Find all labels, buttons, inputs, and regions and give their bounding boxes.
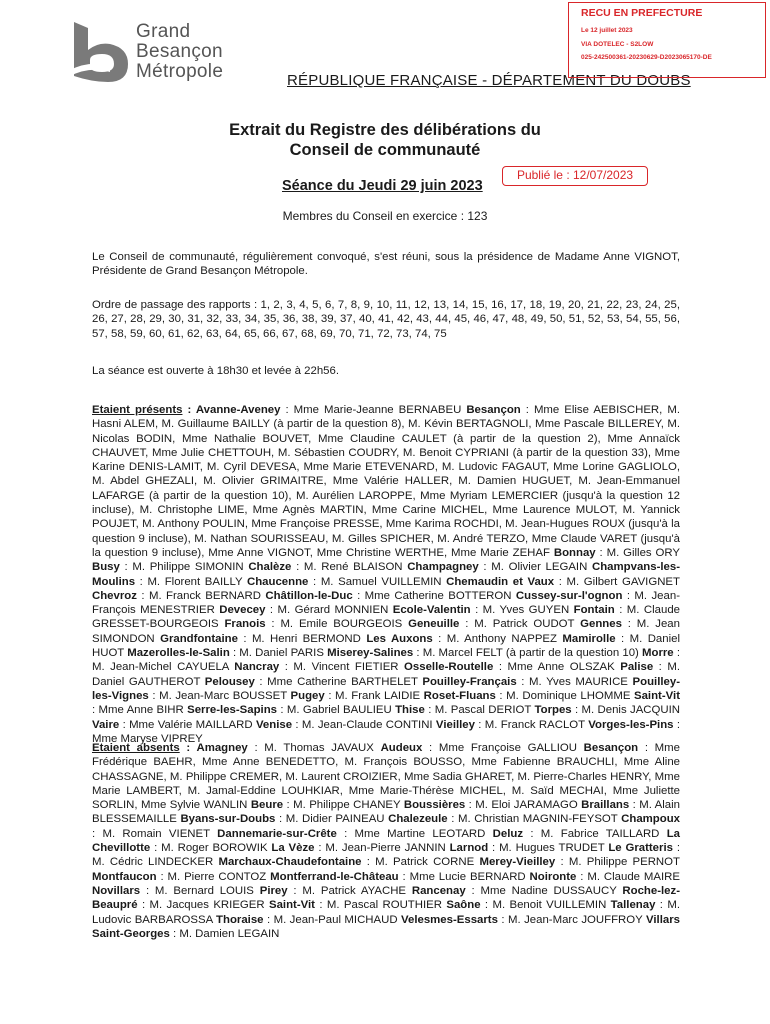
grand-besancon-logo-icon [70, 20, 130, 84]
member-names: : M. Jean SIMONDON [92, 618, 680, 645]
commune-name: Audeux [380, 742, 423, 754]
member-names: : M. Philippe CHANEY [283, 799, 404, 812]
commune-name: Champagney [407, 561, 479, 574]
commune-name: Ecole-Valentin [392, 604, 471, 617]
commune-name: Deluz [492, 827, 524, 840]
member-names: : M. Pascal ROUTHIER [314, 899, 447, 912]
member-names: : M. Roger BOROWIK [150, 842, 272, 855]
member-names: : M. Philippe PERNOT [555, 856, 680, 869]
commune-name: Torpes [534, 704, 572, 717]
member-names: : M. Henri BERMOND [237, 632, 367, 645]
member-names: : Mme Valérie MAILLARD [119, 718, 256, 731]
commune-name: Champvans-les-Moulins [92, 561, 680, 588]
commune-name: Les Auxons [366, 632, 433, 645]
member-names: : M. Gilles ORY [595, 546, 680, 559]
commune-name: Beure [250, 799, 284, 812]
member-names: : M. Alain BLESSEMAILLE [92, 799, 681, 826]
commune-name: Saône [446, 899, 481, 912]
member-names: : Mme Elise AEBISCHER, M. Hasni ALEM, M. Guillaume BAILLY (à partir de la question 8), M. Kévin BERTAGNOLI, Mme Pascale BILLEREY, M. Nicolas BODIN, Mme Nathalie BOUVET, Mme Claudine CAULET (à partir de la question 2), Mme Annaïck CHAUVET, Mme Julie CHETTOUH, M. Sébastien COUDRY, M. Benoit CYPRIANI (à partir de la question 33), Mme Karine DENIS-LAMIT, M. Cyril DEVESA, Mme Marie ETEVENARD, M. Ludovic FAGAUT, Mme Lorine GAGLIOLO, M. Abdel GHEZALI, M. Olivier GRIMAITRE, Mme Valérie HALLER, M. Damien HUGUET, M. Jean-Emmanuel LAFARGE (à partir de la question 10), M. Aurélien LAROPPE, Mme Myriam LEMERCIER (jusqu'à la question 12 incluse), M. Christophe LIME, Mme Agnès MARTIN, Mme Carine MICHEL, Mme Laurence MULOT, M. Yannick POUJET, M. Anthony POULIN, Mme Françoise PRESSE, Mme Karima ROCHDI, M. Jean-Hugues ROUX (jusqu'à la question 9 incluse), M. Nathan SOURISSEAU, M. Gilles SPICHER, M. André TERZO, Mme Claude VARET (jusqu'à la question 9 incluse), Mme Anne VIGNOT, Mme Christine WERTHE, Mme Marie ZEHAF [92, 404, 680, 559]
commune-name: Franois [224, 618, 266, 631]
member-names: : M. Jean-Marc JOUFFROY [497, 913, 646, 926]
commune-name: Vaire [92, 718, 120, 731]
commune-name: Chalèze [248, 561, 292, 574]
commune-name: Le Gratteris [608, 842, 673, 855]
commune-name: Pugey [290, 689, 325, 702]
member-names: : M. Patrick AYACHE [287, 884, 412, 897]
member-names: : M. Gabriel BAULIEU [277, 704, 396, 717]
absents-paragraph: Etaient absents : Amagney : M. Thomas JAVAUX Audeux : Mme Françoise GALLIOU Besançon : Mme Frédérique BAEHR, Mme Anne BENEDETTO, M. François BOUSSO, Mme Fabienne BRAUCHLI, Mme Aline CHASSAGNE, M. Philippe CREMER, M. Laurent CROIZIER, Mme Sadia GHARET, M. Pierre-Charles HENRY, Mme Marie LAMBERT, M. Jamal-Eddine LOUHKIAR, Mme Marie-Thérèse MICHEL, M. Saïd MECHAI, Mme Juliette SORLIN, Mme Sylvie WANLIN Beure : M. Philippe CHANEY Boussières : M. Eloi JARAMAGO Braillans : M. Alain BLESSEMAILLE Byans-sur-Doubs : M. Didier PAINEAU Chalezeule : M. Christian MAGNIN-FEYSOT Champoux : M. Romain VIENET Dannemarie-sur-Crête : Mme Martine LEOTARD Deluz : M. Fabrice TAILLARD La Chevillotte : M. Roger BOROWIK La Vèze : M. Jean-Pierre JANNIN Larnod : M. Hugues TRUDET Le Gratteris : M. Cédric LINDECKER Marchaux-Chaudefontaine : M. Patrick CORNE Merey-Vieilley : M. Philippe PERNOT Montfaucon : M. Pierre CONTOZ Montferrand-le-Château : Mme Lucie BERNARD Noironte : M. Claude MAIRE Novillars : M. Bernard LOUIS Pirey : M. Patrick AYACHE Rancenay : Mme Nadine DUSSAUCY Roche-lez-Beaupré : M. Jacques KRIEGER Saint-Vit : M. Pascal ROUTHIER Saône : M. Benoit VUILLEMIN Tallenay : M. Ludovic BARBAROSSA Thoraise : M. Jean-Paul MICHAUD Velesmes-Essarts : M. Jean-Marc JOUFFROY Villars Saint-Georges : M. Damien LEGAIN [92, 742, 681, 940]
logo-line-3: Métropole [136, 61, 224, 82]
commune-name: Thise [395, 704, 425, 717]
member-names: : M. Damien LEGAIN [169, 927, 280, 940]
member-names: : M. Florent BAILLY [135, 575, 247, 588]
stamp-line-1: RECU EN PREFECTURE [581, 7, 703, 19]
presents-list [92, 404, 680, 745]
prefecture-stamp [568, 2, 766, 78]
title-line-2: Conseil de communauté [289, 141, 481, 159]
member-names: : M. René BLAISON [291, 561, 408, 574]
commune-name: Busy [92, 561, 120, 574]
commune-name: Velesmes-Essarts [401, 913, 498, 926]
commune-name: Saint-Vit [634, 689, 680, 702]
absents-list [92, 742, 680, 940]
commune-name: Pelousey [204, 675, 255, 688]
commune-name: Palise [620, 661, 654, 674]
commune-name: Dannemarie-sur-Crête [217, 827, 337, 840]
commune-name: Cussey-sur-l'ognon [515, 589, 623, 602]
member-names: : M. Jean-Michel CAYUELA [92, 647, 680, 674]
members-count: Membres du Conseil en exercice : 123 [282, 209, 488, 223]
commune-name: Vorges-les-Pins [588, 718, 674, 731]
commune-name: Miserey-Salines [327, 647, 414, 660]
member-names: : Mme Françoise GALLIOU [422, 742, 584, 754]
commune-name: Fontain [573, 604, 615, 617]
member-names: : M. Gilbert GAVIGNET [554, 575, 680, 588]
commune-name: Noironte [529, 870, 577, 883]
commune-name: Pouilley-les-Vignes [92, 675, 680, 702]
commune-name: Boussières [403, 799, 466, 812]
commune-name: Chemaudin et Vaux [446, 575, 555, 588]
commune-name: Morre [642, 647, 674, 660]
logo-text [136, 22, 223, 82]
member-names: : M. Christian MAGNIN-FEYSOT [447, 813, 622, 826]
commune-name: Mamirolle [562, 632, 616, 645]
member-names: : Mme Anne BIHR [92, 704, 188, 717]
member-names: : M. Denis JACQUIN [571, 704, 681, 717]
member-names: : Mme Anne OLSZAK [493, 661, 621, 674]
member-names: : M. Thomas JAVAUX [247, 742, 381, 754]
member-names: : M. Claude GRESSET-BOURGEOIS [92, 604, 680, 631]
member-names: : M. Pierre CONTOZ [156, 870, 271, 883]
member-names: : M. Samuel VUILLEMIN [308, 575, 447, 588]
publication-stamp: Publié le : 12/07/2023 [502, 166, 648, 186]
member-names: : M. Gérard MONNIEN [265, 604, 393, 617]
logo-line-2: Besançon [136, 41, 223, 62]
seance-title: Séance du Jeudi 29 juin 2023 [282, 178, 483, 194]
member-names: : M. Jean-Claude CONTINI [292, 718, 436, 731]
member-names: : M. Patrick OUDOT [459, 618, 581, 631]
member-names: : M. Franck BERNARD [136, 589, 266, 602]
presents-paragraph: Etaient présents : Avanne-Aveney : Mme Marie-Jeanne BERNABEU Besançon : Mme Elise AEBISCHER, M. Hasni ALEM, M. Guillaume BAILLY (à partir de la question 8), M. Kévin BERTAGNOLI, Mme Pascale BILLEREY, M. Nicolas BODIN, Mme Nathalie BOUVET, Mme Claudine CAULET (à partir de la question 2), Mme Annaïck CHAUVET, Mme Julie CHETTOUH, M. Sébastien COUDRY, M. Benoit CYPRIANI (à partir de la question 33), Mme Karine DENIS-LAMIT, M. Cyril DEVESA, Mme Marie ETEVENARD, M. Ludovic FAGAUT, Mme Lorine GAGLIOLO, M. Abdel GHEZALI, M. Olivier GRIMAITRE, Mme Valérie HALLER, M. Damien HUGUET, M. Jean-Emmanuel LAFARGE (à partir de la question 10), M. Aurélien LAROPPE, Mme Myriam LEMERCIER (jusqu'à la question 12 incluse), M. Christophe LIME, Mme Agnès MARTIN, Mme Carine MICHEL, Mme Laurence MULOT, M. Yannick POUJET, M. Anthony POULIN, Mme Françoise PRESSE, Mme Karima ROCHDI, M. Jean-Hugues ROUX (jusqu'à la question 9 incluse), M. Nathan SOURISSEAU, M. Gilles SPICHER, M. André TERZO, Mme Claude VARET (jusqu'à la question 9 incluse), Mme Anne VIGNOT, Mme Christine WERTHE, Mme Marie ZEHAF Bonnay : M. Gilles ORY Busy : M. Philippe SIMONIN Chalèze : M. René BLAISON Champagney : M. Olivier LEGAIN Champvans-les-Moulins : M. Florent BAILLY Chaucenne : M. Samuel VUILLEMIN Chemaudin et Vaux : M. Gilbert GAVIGNET Chevroz : M. Franck BERNARD Châtillon-le-Duc : Mme Catherine BOTTERON Cussey-sur-l'ognon : M. Jean-François MENESTRIER Devecey : M. Gérard MONNIEN Ecole-Valentin : M. Yves GUYEN Fontain : M. Claude GRESSET-BOURGEOIS Franois : M. Emile BOURGEOIS Geneuille : M. Patrick OUDOT Gennes : M. Jean SIMONDON Grandfontaine : M. Henri BERMOND Les Auxons : M. Anthony NAPPEZ Mamirolle : M. Daniel HUOT Mazerolles-le-Salin : M. Daniel PARIS Miserey-Salines : M. Marcel FELT (à partir de la question 10) Morre : M. Jean-Michel CAYUELA Nancray : M. Vincent FIETIER Osselle-Routelle : Mme Anne OLSZAK Palise : M. Daniel GAUTHEROT Pelousey : Mme Catherine BARTHELET Pouilley-Français : M. Yves MAURICE Pouilley-les-Vignes : M. Jean-Marc BOUSSET Pugey : M. Frank LAIDIE Roset-Fluans : M. Dominique LHOMME Saint-Vit : Mme Anne BIHR Serre-les-Sapins : M. Gabriel BAULIEU Thise : M. Pascal DERIOT Torpes : M. Denis JACQUIN Vaire : Mme Valérie MAILLARD Venise : M. Jean-Claude CONTINI Vieilley : M. Franck RACLOT Vorges-les-Pins : Mme Maryse VIPREY [92, 404, 681, 745]
commune-name: Amagney [196, 742, 248, 754]
commune-name: Mazerolles-le-Salin [127, 647, 230, 660]
member-names: : M. Daniel HUOT [92, 632, 680, 660]
member-names: : M. Pascal DERIOT [424, 704, 535, 717]
member-names: : M. Yves GUYEN [470, 604, 574, 617]
member-names: : M. Jean-Pierre JANNIN [314, 842, 450, 855]
member-names: : M. Yves MAURICE [516, 675, 633, 688]
commune-name: Marchaux-Chaudefontaine [218, 856, 362, 869]
commune-name: Venise [255, 718, 293, 731]
stamp-line-4: 025-242500361-20230629-D2023065170-DE [581, 54, 712, 61]
member-names: : M. Jean-François MENESTRIER [92, 589, 680, 617]
commune-name: Rancenay [411, 884, 466, 897]
member-names: : M. Philippe SIMONIN [119, 561, 249, 574]
commune-name: Saint-Vit [268, 899, 315, 912]
commune-name: Champoux [621, 813, 680, 826]
commune-name: Pouilley-Français [422, 675, 517, 688]
logo-line-1: Grand [136, 21, 191, 42]
absents-label: Etaient absents [92, 742, 180, 754]
commune-name: Grandfontaine [160, 632, 238, 645]
commune-name: Vieilley [435, 718, 475, 731]
conseil-paragraph: Le Conseil de communauté, régulièrement convoqué, s'est réuni, sous la présidence de Madame Anne VIGNOT, Présidente de Grand Besançon Métropole. [92, 251, 680, 278]
member-names: : M. Dominique LHOMME [495, 689, 634, 702]
member-names: : M. Hugues TRUDET [488, 842, 609, 855]
member-names: : Mme Lucie BERNARD [398, 870, 530, 883]
member-names: : M. Vincent FIETIER [279, 661, 405, 674]
commune-name: Besançon [583, 742, 639, 754]
member-names: : M. Fabrice TAILLARD [523, 827, 667, 840]
commune-name: Merey-Vieilley [479, 856, 556, 869]
commune-name: Bonnay [553, 546, 596, 559]
member-names: : Mme Maryse VIPREY [92, 718, 680, 745]
commune-name: Chaucenne [247, 575, 309, 588]
commune-name: Tallenay [610, 899, 656, 912]
commune-name: Nancray [234, 661, 280, 674]
page-title [0, 120, 770, 160]
member-names: : M. Marcel FELT (à partir de la question 10) [413, 647, 642, 660]
presents-label: Etaient présents [92, 404, 183, 416]
member-names: : M. Eloi JARAMAGO [465, 799, 582, 812]
commune-name: Braillans [581, 799, 630, 812]
commune-name: Montfaucon [92, 870, 157, 883]
member-names: : Mme Catherine BOTTERON [352, 589, 516, 602]
commune-name: Chevroz [92, 589, 137, 602]
member-names: : M. Frank LAIDIE [324, 689, 424, 702]
member-names: : M. Claude MAIRE [576, 870, 680, 883]
commune-name: Thoraise [216, 913, 264, 926]
member-names: : M. Benoit VUILLEMIN [480, 899, 611, 912]
member-names: : M. Patrick CORNE [361, 856, 480, 869]
commune-name: Devecey [219, 604, 266, 617]
commune-name: Montferrand-le-Château [270, 870, 399, 883]
commune-name: Avanne-Aveney [195, 404, 281, 416]
member-names: : M. Bernard LOUIS [140, 884, 260, 897]
stamp-line-2: Le 12 juillet 2023 [581, 27, 633, 34]
commune-name: Larnod [449, 842, 489, 855]
commune-name: Pirey [259, 884, 288, 897]
member-names: : M. Emile BOURGEOIS [265, 618, 409, 631]
member-names: : M. Jacques KRIEGER [137, 899, 269, 912]
logo [70, 20, 270, 90]
commune-name: Châtillon-le-Duc [265, 589, 353, 602]
member-names: : Mme Marie-Jeanne BERNABEU [280, 404, 467, 416]
member-names: : M. Didier PAINEAU [275, 813, 389, 826]
member-names: : M. Anthony NAPPEZ [432, 632, 563, 645]
commune-name: Besançon [466, 404, 521, 416]
commune-name: La Vèze [271, 842, 315, 855]
member-names: : M. Ludovic BARBAROSSA [92, 899, 680, 926]
commune-name: Gennes [580, 618, 622, 631]
member-names: : M. Cédric LINDECKER [92, 842, 680, 869]
commune-name: Osselle-Routelle [404, 661, 494, 674]
title-line-1: Extrait du Registre des délibérations du [229, 121, 541, 139]
commune-name: La Chevillotte [92, 827, 680, 855]
member-names: : Mme Catherine BARTHELET [254, 675, 423, 688]
member-names: : Mme Nadine DUSSAUCY [465, 884, 623, 897]
republique-header: RÉPUBLIQUE FRANÇAISE - DÉPARTEMENT DU DOUBS [287, 72, 691, 89]
commune-name: Geneuille [408, 618, 460, 631]
commune-name: Chalezeule [388, 813, 448, 826]
commune-name: Roset-Fluans [423, 689, 496, 702]
seance-paragraph: La séance est ouverte à 18h30 et levée à 22h56. [92, 365, 339, 377]
member-names: : M. Jean-Paul MICHAUD [263, 913, 402, 926]
stamp-line-3: VIA DOTELEC - S2LOW [581, 41, 654, 48]
member-names: : M. Olivier LEGAIN [478, 561, 592, 574]
member-names: : M. Romain VIENET [92, 827, 218, 840]
member-names: : Mme Martine LEOTARD [336, 827, 493, 840]
member-names: : M. Daniel GAUTHEROT [92, 661, 680, 688]
commune-name: Novillars [92, 884, 141, 897]
commune-name: Byans-sur-Doubs [180, 813, 276, 826]
commune-name: Serre-les-Sapins [187, 704, 278, 717]
commune-name: Villars Saint-Georges [92, 913, 680, 940]
member-names: : Mme Frédérique BAEHR, Mme Anne BENEDETTO, M. François BOUSSO, Mme Fabienne BRAUCHLI, Mme Aline CHASSAGNE, M. Philippe CREMER, M. Laurent CROIZIER, Mme Sadia GHARET, M. Pierre-Charles HENRY, Mme Marie LAMBERT, M. Jamal-Eddine LOUHKIAR, Mme Marie-Thérèse MICHEL, M. Saïd MECHAI, Mme Juliette SORLIN, Mme Sylvie WANLIN [92, 742, 680, 812]
ordre-paragraph: Ordre de passage des rapports : 1, 2, 3, 4, 5, 6, 7, 8, 9, 10, 11, 12, 13, 14, 15, 16, 17, 18, 19, 20, 21, 22, 23, 24, 25, 26, 27, 28, 29, 30, 31, 32, 33, 34, 35, 36, 38, 39, 37, 40, 41, 42, 43, 44, 45, 46, 47, 48, 49, 50, 51, 52, 53, 54, 55, 56, 57, 58, 59, 60, 61, 62, 63, 64, 65, 66, 67, 68, 69, 70, 71, 72, 73, 74, 75 [92, 299, 680, 340]
member-names: : M. Franck RACLOT [474, 718, 589, 731]
member-names: : M. Jean-Marc BOUSSET [148, 689, 291, 702]
member-names: : M. Daniel PARIS [229, 647, 328, 660]
commune-name: Roche-lez-Beaupré [92, 884, 680, 912]
